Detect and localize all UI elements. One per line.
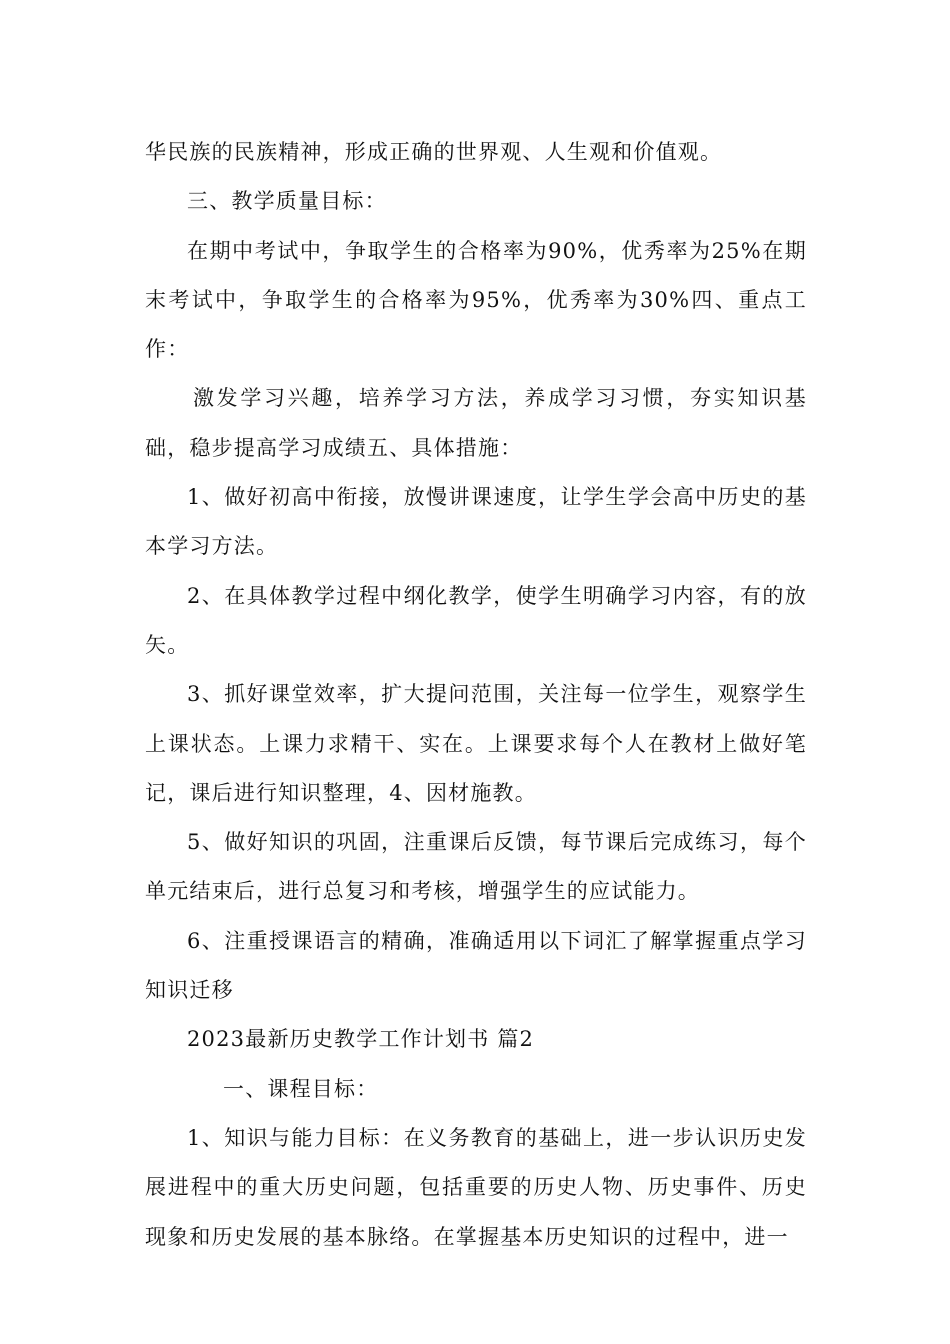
paragraph-exam-targets: 在期中考试中，争取学生的合格率为90%，优秀率为25%在期末考试中，争取学生的合格率为95%，优秀率为30%四、重点工作： <box>145 238 807 362</box>
paragraph-continuation: 华民族的民族精神，形成正确的世界观、人生观和价值观。 <box>145 140 723 164</box>
heading-teaching-quality-goals: 三、教学质量目标： <box>187 189 387 214</box>
paragraph-knowledge-ability-goals: 1、知识与能力目标：在义务教育的基础上，进一步认识历史发展进程中的重大历史问题，包括重要的历史人物、历史事件、历史现象和历史发展的基本脉络。在掌握基本历史知识的过程中，进一 <box>145 1125 807 1249</box>
measure-item-1: 1、做好初高中衔接，放慢讲课速度，让学生学会高中历史的基本学习方法。 <box>145 485 807 559</box>
section-title-plan-2: 2023最新历史教学工作计划书 篇2 <box>187 1027 535 1052</box>
measure-item-2: 2、在具体教学过程中纲化教学，使学生明确学习内容，有的放矢。 <box>145 583 807 657</box>
measure-item-3: 3、抓好课堂效率，扩大提问范围，关注每一位学生，观察学生上课状态。上课力求精干、实在。上课要求每个人在教材上做好笔记，课后进行知识整理，4、因材施教。 <box>145 682 807 805</box>
document-body <box>145 128 807 1262</box>
measure-item-6: 6、注重授课语言的精确，准确适用以下词汇了解掌握重点学习知识迁移 <box>145 928 807 1003</box>
measure-item-5: 5、做好知识的巩固，注重课后反馈，每节课后完成练习，每个单元结束后，进行总复习和考核，增强学生的应试能力。 <box>145 830 807 904</box>
paragraph-key-work: 激发学习兴趣，培养学习方法，养成学习习惯，夯实知识基础，稳步提高学习成绩五、具体措施： <box>145 386 807 460</box>
heading-course-goals: 一、课程目标： <box>223 1076 379 1101</box>
